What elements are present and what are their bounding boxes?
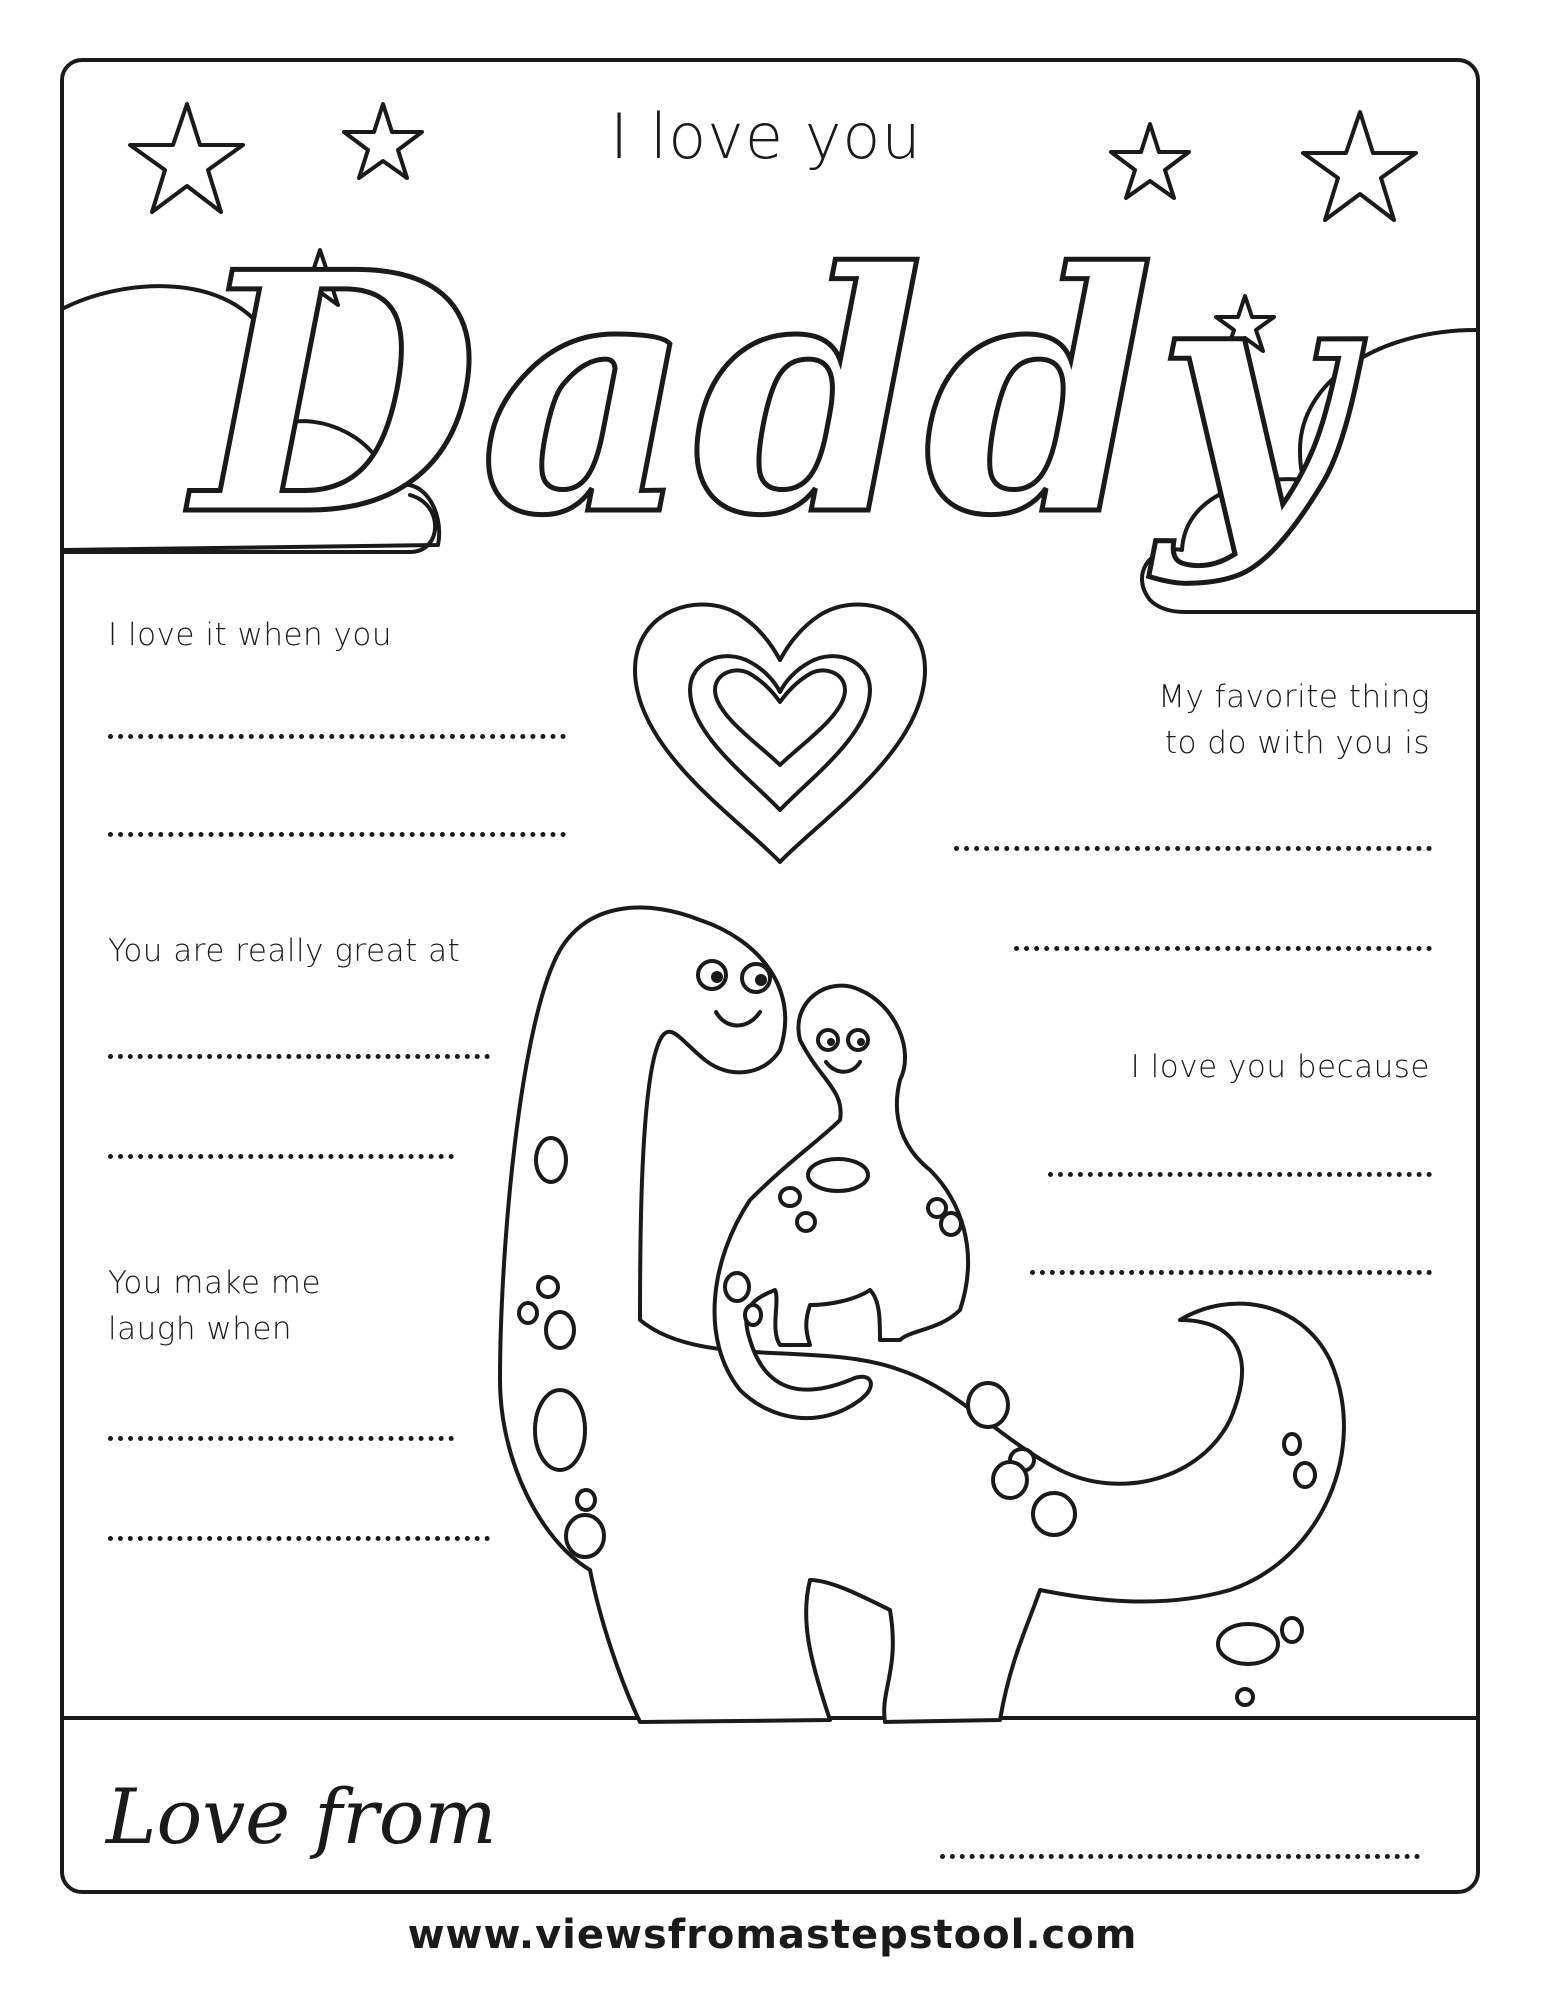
prompt-make-me-laugh-line1: You make me [108,1265,322,1301]
answer-line[interactable] [954,846,1432,851]
star-icon [344,104,422,178]
big-title-word: Daddy [193,200,1347,588]
prompt-favorite-thing-line2: to do with you is [1164,725,1430,761]
prompt-love-because: I love you because [1130,1049,1430,1085]
prompt-make-me-laugh-line2: laugh when [108,1311,293,1347]
signoff-answer-line[interactable] [940,1854,1420,1859]
footer-url[interactable]: www.viewsfromastepstool.com [407,1912,1138,1958]
prompt-love-it-when: I love it when you [108,617,393,653]
answer-line[interactable] [108,1536,490,1541]
answer-line[interactable] [1048,1172,1432,1177]
star-icon [130,104,243,212]
answer-line[interactable] [1030,1270,1432,1275]
star-icon [1111,124,1189,198]
answer-line[interactable] [108,1154,454,1159]
answer-line[interactable] [108,832,566,837]
answer-line[interactable] [108,734,566,739]
answer-line[interactable] [108,1436,454,1441]
answer-line[interactable] [1014,946,1432,951]
prompt-really-great-at: You are really great at [108,933,461,969]
header-line: I love you [610,100,922,173]
signoff-label: Love from [106,1772,497,1861]
answer-line[interactable] [108,1054,490,1059]
prompt-favorite-thing-line1: My favorite thing [1158,679,1430,715]
